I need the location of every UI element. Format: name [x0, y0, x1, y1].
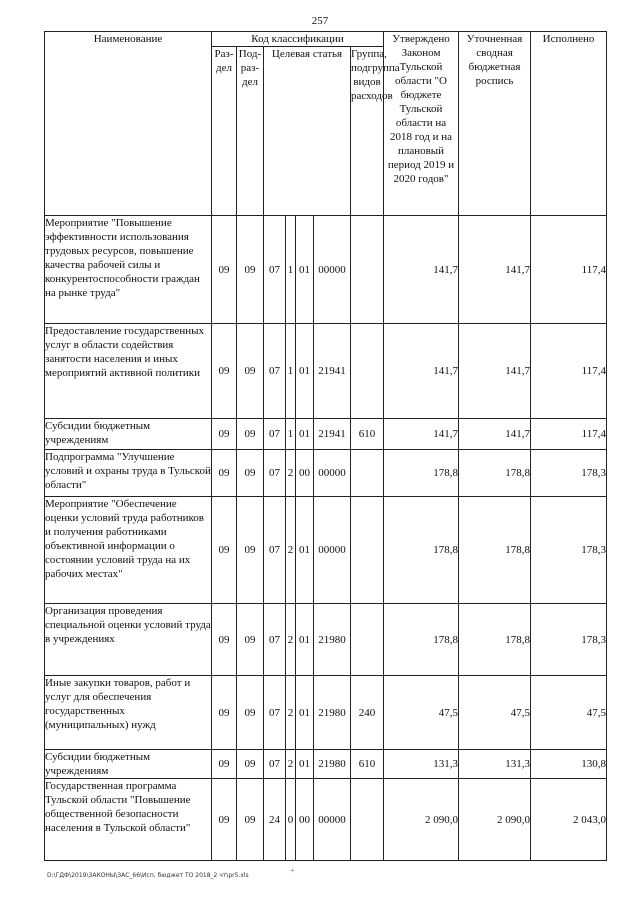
row-executed: 130,8 [531, 750, 607, 779]
row-razdel: 09 [212, 450, 237, 497]
row-target-event: 01 [296, 676, 314, 750]
table-row [45, 676, 607, 750]
row-approved: 178,8 [384, 450, 459, 497]
row-refined: 178,8 [459, 450, 531, 497]
row-name: Государственная программа Тульской области "Повышение общественной безопасности населения в Тульской области" [45, 779, 212, 861]
table-row [45, 324, 607, 419]
row-podrazdel: 09 [237, 750, 264, 779]
row-approved: 2 090,0 [384, 779, 459, 861]
row-expense-group [351, 216, 384, 324]
row-approved: 141,7 [384, 216, 459, 324]
row-target-program: 07 [264, 497, 286, 604]
row-target-subprogram: 2 [286, 750, 296, 779]
row-approved: 178,8 [384, 604, 459, 676]
row-executed: 117,4 [531, 419, 607, 450]
row-podrazdel: 09 [237, 419, 264, 450]
row-target-subprogram: 2 [286, 497, 296, 604]
row-refined: 141,7 [459, 419, 531, 450]
row-target-subprogram: 2 [286, 604, 296, 676]
row-target-program: 07 [264, 450, 286, 497]
row-approved: 141,7 [384, 419, 459, 450]
row-name: Организация проведения специальной оценки условий труда в учреждениях [45, 604, 212, 676]
row-target-subprogram: 2 [286, 450, 296, 497]
row-expense-group [351, 497, 384, 604]
row-expense-group [351, 324, 384, 419]
table-row [45, 604, 607, 676]
row-name: Иные закупки товаров, работ и услуг для обеспечения государственных (муниципальных) нужд [45, 676, 212, 750]
row-target-direction: 21980 [314, 676, 351, 750]
row-podrazdel: 09 [237, 324, 264, 419]
row-name: Мероприятие "Обеспечение оценки условий труда работников и получения работниками объективной информации о состоянии условий труда на их рабочих местах" [45, 497, 212, 604]
row-target-subprogram: 1 [286, 419, 296, 450]
row-name: Предоставление государственных услуг в области содействия занятости населения и иных мероприятий активной политики [45, 324, 212, 419]
row-executed: 117,4 [531, 216, 607, 324]
row-target-program: 24 [264, 779, 286, 861]
row-target-subprogram: 1 [286, 216, 296, 324]
row-refined: 2 090,0 [459, 779, 531, 861]
row-executed: 117,4 [531, 324, 607, 419]
row-refined: 178,8 [459, 497, 531, 604]
header-approved: Утверждено Законом Тульской области "О бюджете Тульской области на 2018 год и на плановый период 2019 и 2020 годов" [384, 32, 459, 216]
row-target-event: 01 [296, 750, 314, 779]
table-row [45, 779, 607, 861]
row-refined: 131,3 [459, 750, 531, 779]
row-razdel: 09 [212, 676, 237, 750]
row-podrazdel: 09 [237, 216, 264, 324]
row-target-direction: 00000 [314, 216, 351, 324]
header-subsection: Под-раз-дел [237, 47, 264, 216]
row-razdel: 09 [212, 497, 237, 604]
row-target-program: 07 [264, 750, 286, 779]
budget-table [44, 31, 607, 861]
row-target-program: 07 [264, 676, 286, 750]
row-target-event: 01 [296, 419, 314, 450]
row-name: Мероприятие "Повышение эффективности использования трудовых ресурсов, повышение качества рабочей силы и конкурентоспособности граждан на рынке труда" [45, 216, 212, 324]
row-razdel: 09 [212, 419, 237, 450]
table-row [45, 419, 607, 450]
row-expense-group: 610 [351, 750, 384, 779]
row-podrazdel: 09 [237, 779, 264, 861]
row-target-subprogram: 0 [286, 779, 296, 861]
table-row [45, 497, 607, 604]
row-target-direction: 21980 [314, 604, 351, 676]
header-section: Раз-дел [212, 47, 237, 216]
row-target-direction: 21941 [314, 419, 351, 450]
row-expense-group: 610 [351, 419, 384, 450]
row-target-direction: 00000 [314, 779, 351, 861]
row-target-program: 07 [264, 419, 286, 450]
row-target-subprogram: 2 [286, 676, 296, 750]
page-number: 257 [311, 15, 329, 27]
row-target-program: 07 [264, 324, 286, 419]
row-executed: 178,3 [531, 450, 607, 497]
row-executed: 178,3 [531, 604, 607, 676]
header-target-article: Целевая статья [264, 47, 351, 216]
row-refined: 47,5 [459, 676, 531, 750]
table-body [45, 216, 607, 861]
row-podrazdel: 09 [237, 497, 264, 604]
row-podrazdel: 09 [237, 450, 264, 497]
row-executed: 2 043,0 [531, 779, 607, 861]
header-name: Наименование [45, 32, 212, 216]
table-row [45, 450, 607, 497]
row-target-program: 07 [264, 216, 286, 324]
footer-mark: + [290, 866, 295, 875]
row-target-direction: 21980 [314, 750, 351, 779]
header-refined: Уточненная сводная бюджетная роспись [459, 32, 531, 216]
row-target-event: 00 [296, 779, 314, 861]
row-razdel: 09 [212, 216, 237, 324]
row-target-event: 00 [296, 450, 314, 497]
row-target-event: 01 [296, 604, 314, 676]
row-expense-group [351, 450, 384, 497]
row-approved: 141,7 [384, 324, 459, 419]
row-name: Субсидии бюджетным учреждениям [45, 750, 212, 779]
row-target-subprogram: 1 [286, 324, 296, 419]
row-executed: 47,5 [531, 676, 607, 750]
row-podrazdel: 09 [237, 604, 264, 676]
row-refined: 141,7 [459, 216, 531, 324]
row-razdel: 09 [212, 750, 237, 779]
row-refined: 178,8 [459, 604, 531, 676]
row-target-event: 01 [296, 497, 314, 604]
header-executed: Исполнено [531, 32, 607, 216]
row-target-direction: 21941 [314, 324, 351, 419]
row-expense-group [351, 779, 384, 861]
row-expense-group [351, 604, 384, 676]
table-row [45, 216, 607, 324]
row-podrazdel: 09 [237, 676, 264, 750]
row-executed: 178,3 [531, 497, 607, 604]
row-approved: 178,8 [384, 497, 459, 604]
row-razdel: 09 [212, 604, 237, 676]
header-code-classification: Код классификации [212, 32, 384, 47]
row-refined: 141,7 [459, 324, 531, 419]
row-razdel: 09 [212, 324, 237, 419]
header-expense-group: Группа, подгруппа видов расходов [351, 47, 384, 216]
row-name: Подпрограмма "Улучшение условий и охраны труда в Тульской области" [45, 450, 212, 497]
row-target-direction: 00000 [314, 497, 351, 604]
row-name: Субсидии бюджетным учреждениям [45, 419, 212, 450]
row-expense-group: 240 [351, 676, 384, 750]
table-row [45, 750, 607, 779]
row-target-direction: 00000 [314, 450, 351, 497]
row-target-event: 01 [296, 324, 314, 419]
footer-file-path: D:\ГДФ\2019\ЗАКОНЫ\ЗАС_66\Исп. бюджет ТО 2018_2 чт\pr5.xls [47, 872, 249, 879]
row-approved: 131,3 [384, 750, 459, 779]
row-razdel: 09 [212, 779, 237, 861]
row-target-program: 07 [264, 604, 286, 676]
row-target-event: 01 [296, 216, 314, 324]
row-approved: 47,5 [384, 676, 459, 750]
